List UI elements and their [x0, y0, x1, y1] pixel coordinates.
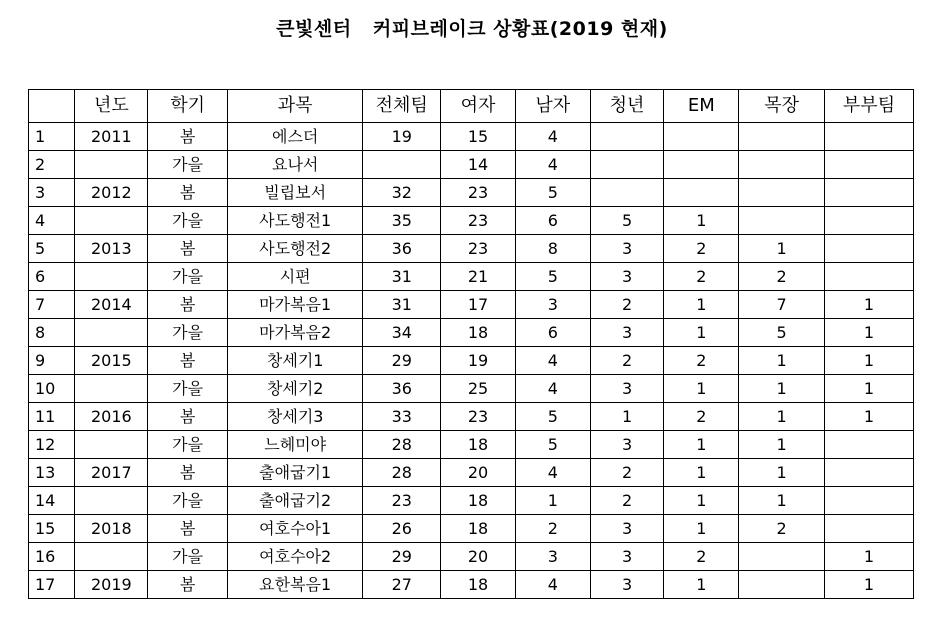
cell-men: 4 [515, 151, 590, 179]
cell-total-teams: 27 [363, 571, 441, 599]
cell-mokjang [739, 123, 825, 151]
cell-men: 3 [515, 543, 590, 571]
cell-em: 2 [664, 235, 739, 263]
cell-youth: 1 [590, 403, 664, 431]
cell-index: 14 [29, 487, 75, 515]
cell-semester: 봄 [148, 291, 228, 319]
header-semester: 학기 [148, 90, 228, 123]
cell-em: 2 [664, 263, 739, 291]
cell-women: 18 [441, 431, 516, 459]
table-row [29, 459, 914, 487]
cell-semester: 봄 [148, 235, 228, 263]
cell-men: 4 [515, 347, 590, 375]
cell-women: 25 [441, 375, 516, 403]
cell-women: 20 [441, 543, 516, 571]
cell-youth: 3 [590, 571, 664, 599]
cell-couple-teams: 1 [825, 291, 914, 319]
table-row [29, 179, 914, 207]
cell-total-teams: 32 [363, 179, 441, 207]
cell-total-teams: 28 [363, 459, 441, 487]
table-body [29, 123, 914, 599]
cell-women: 18 [441, 515, 516, 543]
cell-semester: 가을 [148, 543, 228, 571]
cell-em [664, 123, 739, 151]
cell-index: 1 [29, 123, 75, 151]
table-row [29, 235, 914, 263]
cell-semester: 가을 [148, 487, 228, 515]
cell-year [75, 431, 148, 459]
cell-year: 2014 [75, 291, 148, 319]
cell-mokjang [739, 179, 825, 207]
cell-youth: 2 [590, 487, 664, 515]
cell-index: 13 [29, 459, 75, 487]
cell-index: 15 [29, 515, 75, 543]
cell-semester: 봄 [148, 123, 228, 151]
cell-mokjang: 2 [739, 515, 825, 543]
cell-men: 6 [515, 207, 590, 235]
cell-year: 2018 [75, 515, 148, 543]
cell-men: 2 [515, 515, 590, 543]
cell-em: 1 [664, 319, 739, 347]
cell-semester: 가을 [148, 207, 228, 235]
cell-year [75, 543, 148, 571]
cell-subject: 여호수아1 [228, 515, 363, 543]
cell-subject: 에스더 [228, 123, 363, 151]
cell-subject: 출애굽기1 [228, 459, 363, 487]
cell-total-teams: 34 [363, 319, 441, 347]
cell-index: 2 [29, 151, 75, 179]
cell-total-teams: 35 [363, 207, 441, 235]
cell-youth: 3 [590, 235, 664, 263]
cell-em: 2 [664, 347, 739, 375]
cell-total-teams: 28 [363, 431, 441, 459]
header-men: 남자 [515, 90, 590, 123]
cell-couple-teams: 1 [825, 403, 914, 431]
document-title: 큰빛센터 커피브레이크 상황표(2019 현재) [276, 18, 668, 40]
cell-index: 3 [29, 179, 75, 207]
cell-mokjang: 1 [739, 235, 825, 263]
cell-em: 1 [664, 375, 739, 403]
table-row [29, 571, 914, 599]
cell-semester: 가을 [148, 431, 228, 459]
cell-em: 2 [664, 543, 739, 571]
cell-semester: 가을 [148, 151, 228, 179]
cell-total-teams: 23 [363, 487, 441, 515]
cell-youth: 3 [590, 431, 664, 459]
header-row [29, 90, 914, 123]
cell-youth: 2 [590, 291, 664, 319]
table-row [29, 319, 914, 347]
cell-subject: 창세기3 [228, 403, 363, 431]
cell-couple-teams [825, 151, 914, 179]
cell-index: 9 [29, 347, 75, 375]
cell-year [75, 151, 148, 179]
cell-women: 21 [441, 263, 516, 291]
cell-subject: 시편 [228, 263, 363, 291]
cell-semester: 가을 [148, 263, 228, 291]
cell-men: 6 [515, 319, 590, 347]
cell-mokjang: 1 [739, 487, 825, 515]
cell-women: 19 [441, 347, 516, 375]
table-row [29, 123, 914, 151]
header-women: 여자 [441, 90, 516, 123]
cell-year [75, 207, 148, 235]
table-row [29, 375, 914, 403]
table-row [29, 487, 914, 515]
cell-index: 10 [29, 375, 75, 403]
cell-subject: 여호수아2 [228, 543, 363, 571]
cell-men: 5 [515, 431, 590, 459]
table-row [29, 151, 914, 179]
table-row [29, 431, 914, 459]
cell-total-teams: 33 [363, 403, 441, 431]
cell-mokjang: 1 [739, 459, 825, 487]
cell-youth: 2 [590, 459, 664, 487]
cell-men: 1 [515, 487, 590, 515]
cell-youth: 3 [590, 319, 664, 347]
cell-subject: 사도행전2 [228, 235, 363, 263]
table-row [29, 543, 914, 571]
table-row [29, 515, 914, 543]
cell-couple-teams: 1 [825, 347, 914, 375]
cell-mokjang: 1 [739, 375, 825, 403]
cell-youth [590, 151, 664, 179]
cell-youth [590, 123, 664, 151]
cell-total-teams: 26 [363, 515, 441, 543]
cell-semester: 봄 [148, 347, 228, 375]
cell-mokjang [739, 151, 825, 179]
cell-em: 2 [664, 403, 739, 431]
cell-women: 23 [441, 403, 516, 431]
cell-men: 8 [515, 235, 590, 263]
cell-index: 11 [29, 403, 75, 431]
table-row [29, 263, 914, 291]
table-row [29, 347, 914, 375]
cell-subject: 요나서 [228, 151, 363, 179]
cell-mokjang [739, 207, 825, 235]
cell-semester: 봄 [148, 403, 228, 431]
cell-couple-teams [825, 515, 914, 543]
cell-men: 5 [515, 403, 590, 431]
cell-couple-teams [825, 459, 914, 487]
cell-subject: 마가복음2 [228, 319, 363, 347]
cell-women: 18 [441, 571, 516, 599]
cell-women: 23 [441, 235, 516, 263]
cell-total-teams: 36 [363, 375, 441, 403]
cell-index: 4 [29, 207, 75, 235]
cell-index: 6 [29, 263, 75, 291]
cell-total-teams: 29 [363, 543, 441, 571]
cell-mokjang: 5 [739, 319, 825, 347]
cell-women: 17 [441, 291, 516, 319]
cell-couple-teams [825, 123, 914, 151]
cell-men: 5 [515, 263, 590, 291]
cell-em [664, 151, 739, 179]
header-total-teams: 전체팀 [363, 90, 441, 123]
cell-index: 5 [29, 235, 75, 263]
cell-youth: 2 [590, 347, 664, 375]
cell-couple-teams: 1 [825, 375, 914, 403]
cell-year: 2016 [75, 403, 148, 431]
cell-mokjang: 2 [739, 263, 825, 291]
status-table [28, 89, 914, 599]
cell-year [75, 263, 148, 291]
table-row [29, 291, 914, 319]
cell-total-teams: 19 [363, 123, 441, 151]
cell-em: 1 [664, 515, 739, 543]
cell-subject: 느헤미야 [228, 431, 363, 459]
cell-couple-teams [825, 487, 914, 515]
cell-semester: 봄 [148, 515, 228, 543]
cell-total-teams: 31 [363, 291, 441, 319]
cell-semester: 봄 [148, 571, 228, 599]
cell-semester: 봄 [148, 179, 228, 207]
cell-em: 1 [664, 571, 739, 599]
cell-subject: 출애굽기2 [228, 487, 363, 515]
cell-men: 5 [515, 179, 590, 207]
cell-em: 1 [664, 291, 739, 319]
cell-men: 3 [515, 291, 590, 319]
cell-couple-teams [825, 431, 914, 459]
cell-youth: 5 [590, 207, 664, 235]
header-year: 년도 [75, 90, 148, 123]
cell-mokjang [739, 543, 825, 571]
cell-year: 2015 [75, 347, 148, 375]
cell-total-teams: 29 [363, 347, 441, 375]
cell-couple-teams: 1 [825, 319, 914, 347]
cell-couple-teams [825, 207, 914, 235]
cell-women: 18 [441, 487, 516, 515]
cell-subject: 요한복음1 [228, 571, 363, 599]
cell-men: 4 [515, 123, 590, 151]
cell-subject: 빌립보서 [228, 179, 363, 207]
cell-year: 2011 [75, 123, 148, 151]
header-couple-teams: 부부팀 [825, 90, 914, 123]
cell-em: 1 [664, 207, 739, 235]
cell-men: 4 [515, 459, 590, 487]
cell-women: 15 [441, 123, 516, 151]
cell-youth: 3 [590, 375, 664, 403]
cell-subject: 창세기2 [228, 375, 363, 403]
table-row [29, 403, 914, 431]
cell-youth: 3 [590, 543, 664, 571]
cell-total-teams: 31 [363, 263, 441, 291]
cell-semester: 봄 [148, 459, 228, 487]
cell-women: 23 [441, 207, 516, 235]
cell-couple-teams [825, 235, 914, 263]
cell-year [75, 375, 148, 403]
header-index [29, 90, 75, 123]
cell-couple-teams: 1 [825, 543, 914, 571]
header-em: EM [664, 90, 739, 123]
cell-youth: 3 [590, 515, 664, 543]
cell-em: 1 [664, 487, 739, 515]
header-youth: 청년 [590, 90, 664, 123]
cell-semester: 가을 [148, 319, 228, 347]
cell-mokjang: 1 [739, 431, 825, 459]
cell-total-teams [363, 151, 441, 179]
cell-index: 12 [29, 431, 75, 459]
cell-year: 2017 [75, 459, 148, 487]
cell-em: 1 [664, 431, 739, 459]
cell-year: 2013 [75, 235, 148, 263]
cell-women: 20 [441, 459, 516, 487]
cell-youth [590, 179, 664, 207]
cell-men: 4 [515, 571, 590, 599]
cell-semester: 가을 [148, 375, 228, 403]
cell-index: 8 [29, 319, 75, 347]
cell-em [664, 179, 739, 207]
cell-total-teams: 36 [363, 235, 441, 263]
cell-year [75, 487, 148, 515]
cell-index: 17 [29, 571, 75, 599]
cell-women: 23 [441, 179, 516, 207]
cell-subject: 사도행전1 [228, 207, 363, 235]
table-row [29, 207, 914, 235]
cell-women: 14 [441, 151, 516, 179]
cell-year: 2012 [75, 179, 148, 207]
cell-em: 1 [664, 459, 739, 487]
cell-mokjang: 7 [739, 291, 825, 319]
cell-year [75, 319, 148, 347]
cell-couple-teams [825, 263, 914, 291]
cell-subject: 마가복음1 [228, 291, 363, 319]
cell-subject: 창세기1 [228, 347, 363, 375]
cell-couple-teams: 1 [825, 571, 914, 599]
cell-men: 4 [515, 375, 590, 403]
cell-mokjang: 1 [739, 403, 825, 431]
cell-women: 18 [441, 319, 516, 347]
cell-year: 2019 [75, 571, 148, 599]
cell-mokjang [739, 571, 825, 599]
cell-youth: 3 [590, 263, 664, 291]
cell-index: 7 [29, 291, 75, 319]
cell-couple-teams [825, 179, 914, 207]
cell-index: 16 [29, 543, 75, 571]
header-mokjang: 목장 [739, 90, 825, 123]
header-subject: 과목 [228, 90, 363, 123]
cell-mokjang: 1 [739, 347, 825, 375]
